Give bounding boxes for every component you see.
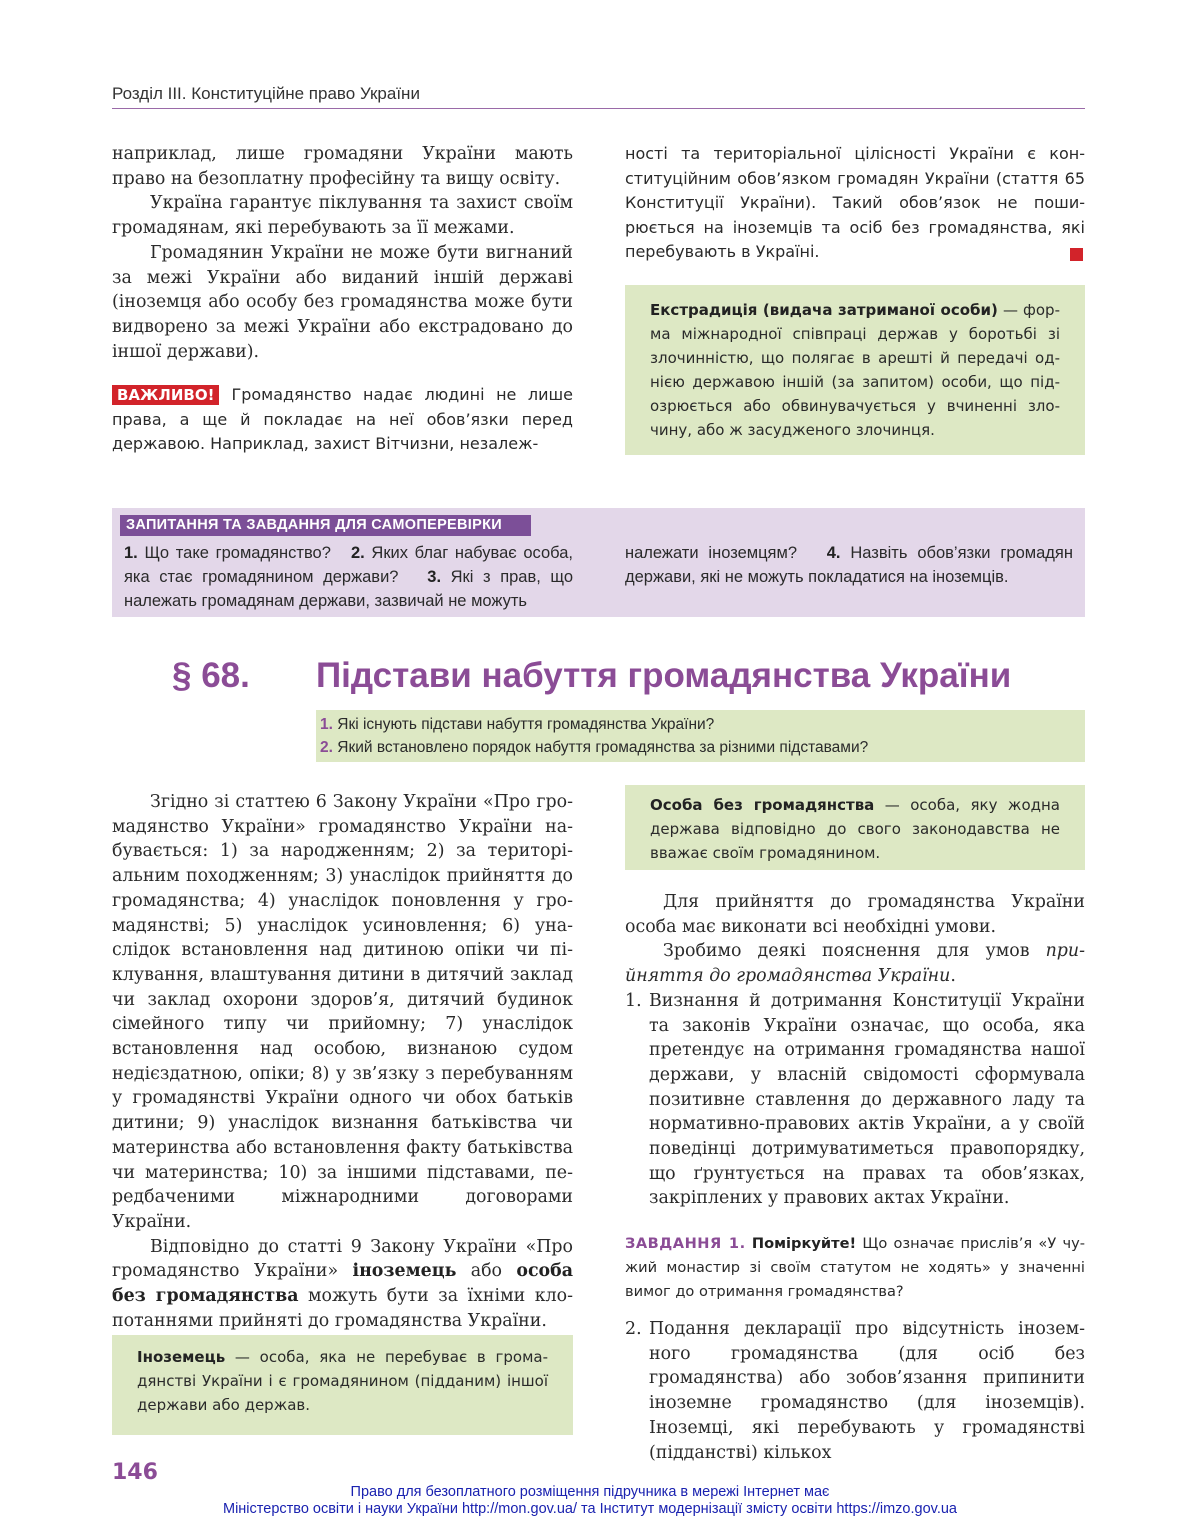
section-question: 2. Який встановлено порядок набуття громадянства за різними підставами? [320, 739, 869, 756]
footer-line: Міністерство освіти і науки України http://mon.gov.ua/ та Інститут модернізації змісту освіти https://imzo.gov.ua [223, 1501, 957, 1517]
section-number: § 68. [172, 656, 250, 695]
question-number: 3. [427, 568, 442, 586]
definition-term: Іноземець [137, 1348, 226, 1366]
top-left-column [112, 142, 573, 364]
task-1 [625, 1232, 1085, 1304]
question-text: належати іноземцям? [625, 544, 798, 562]
list-item: 1. Визнання й дотримання Конституції України та законів України означає, що особа, яка претендує на отримання громадянства нашої держави, у власній свідомості сформувала позитивне ставлення до державного ладу та нормативно-правових актів України, а у своїй поведінці дотримуватиметься правопорядку, що ґрунтується на правах та обов’язках, закріплених у правових актах України. [625, 990, 1085, 1209]
self-check-left [124, 541, 573, 613]
paragraph: Україна гарантує піклування та захист своїм громадянам, які перебувають за її межами. [112, 193, 573, 239]
body-right-column [625, 890, 1085, 1211]
page-number: 146 [112, 1460, 158, 1485]
self-check-title: ЗАПИТАННЯ ТА ЗАВДАННЯ ДЛЯ САМОПЕРЕВІРКИ [120, 515, 531, 536]
definition-text: — особа, яку жодна держава відповідно до свого законодавства не вважає своїм громадянином. [650, 796, 1060, 862]
task-bold: Поміркуйте! [751, 1235, 857, 1252]
chapter-header: Розділ III. Конституційне право України [112, 84, 420, 103]
paragraph: Зробимо деякі пояснення для умов прийняття до громадянства України. [625, 941, 1085, 987]
license-footer [150, 1484, 1030, 1518]
section-question: 1. Які існують підстави набуття громадянства України? [320, 716, 715, 733]
footer-line: Право для безоплатного розміщення підручника в мережі Інтернет має [350, 1484, 830, 1500]
task-text: Що означає прислів’я «У чужий монастир зі своїм статутом не ходять» у значенні вимог до отримання громадянства? [625, 1235, 1085, 1300]
paragraph: ності та територіальної цілісності України є конституційним обов’язком громадян України (стаття 65 Конституції України). Такий обов’язок не поширюється на іноземців та осіб без громадянства, які перебувають в Україні. [625, 144, 1085, 262]
body-right-continued [625, 1317, 1085, 1465]
question-number: 4. [826, 544, 841, 562]
definition-text: — форма міжнародної співпраці держав у боротьбі зі злочинністю, що полягає в арешті й передачі однією державою іншій (за запитом) особи, що підозрюється або обвинувачується у вчиненні злочину, або ж засудженого злочинця. [650, 301, 1060, 439]
question-text: Яких благ набуває особа, яка стає громадянином держави? [124, 544, 574, 586]
important-badge: ВАЖЛИВО! [112, 385, 219, 405]
top-right-column [625, 142, 1085, 265]
end-marker-icon [1070, 248, 1083, 261]
task-label: ЗАВДАННЯ 1. [625, 1235, 746, 1252]
definition-foreigner [112, 1335, 573, 1435]
section-title: Підстави набуття громадянства України [316, 656, 1012, 695]
question-text: Що таке громадянство? [144, 544, 331, 562]
paragraph: Для прийняття до громадянства України особа має виконати всі необхідні умови. [625, 892, 1085, 937]
section-questions [316, 710, 1085, 762]
question-text: Які з прав, що належать громадянам держави, зазвичай не можуть [124, 568, 573, 610]
paragraph: Відповідно до статті 9 Закону України «Про громадянство України» іноземець або особа без громадянства можуть бути за їхніми клопотаннями прийняті до громадянства України. [112, 1236, 573, 1331]
question-text: Назвіть обов’язки громадян держави, які не можуть покладатися на іноземців. [625, 544, 1073, 586]
header-divider [112, 108, 1085, 109]
paragraph: Громадянин України не може бути вигнаний за межі України або виданий іншій державі (іноземця або особу без громадянства може бути видворено за межі України або екстрадовано до іншої держави). [112, 242, 573, 362]
question-number: 2. [350, 544, 365, 562]
important-text: Громадянство надає людині не лише права, а ще й покладає на неї обов’язки перед державою. Наприклад, захист Вітчизни, незалеж- [112, 385, 573, 453]
list-item: 2. Подання декларації про відсутність іноземного громадянства (для осіб без громадянства) або зобов’язання припинити іноземне громадянство (для іноземців). Іноземці, які перебувають у громадянстві (підданстві) кількох [625, 1319, 1085, 1463]
definition-term: Екстрадиція (видача затриманої особи) [650, 301, 998, 319]
definition-stateless-person [625, 785, 1085, 870]
self-check-right [625, 541, 1073, 589]
paragraph: Згідно зі статтею 6 Закону України «Про громадянство України» громадянство України набувається: 1) за народженням; 2) за територіальним походженням; 3) унаслідок прийняття до громадянства; 4) унаслідок поновлення у громадянстві; 5) унаслідок усиновлення; 6) унаслідок встановлення над дитиною опіки чи піклування, влаштування дитини в дитячий заклад чи заклад охорони здоров’я, дитячий будинок сімейного типу чи прийомну; 7) унаслідок встановлення над особою, визнаною судом недієздатною, опіки; 8) у зв’язку з перебуванням у громадянстві України одного чи обох батьків дитини; 9) унаслідок визнання батьківства чи материнства або встановлення факту батьківства чи материнства; 10) за іншими підставами, передбаченими міжнародними договорами України. [112, 792, 573, 1232]
important-note [112, 383, 573, 457]
body-left-column [112, 790, 573, 1333]
definition-extradition [625, 285, 1085, 455]
definition-text: — особа, яка не перебуває в громадянстві України і є громадянином (підданим) іншої держави або держав. [137, 1348, 548, 1414]
definition-term: Особа без громадянства [650, 796, 875, 814]
question-number: 1. [124, 544, 138, 562]
paragraph: наприклад, лише громадяни України мають право на безоплатну професійну та вищу освіту. [112, 144, 573, 189]
